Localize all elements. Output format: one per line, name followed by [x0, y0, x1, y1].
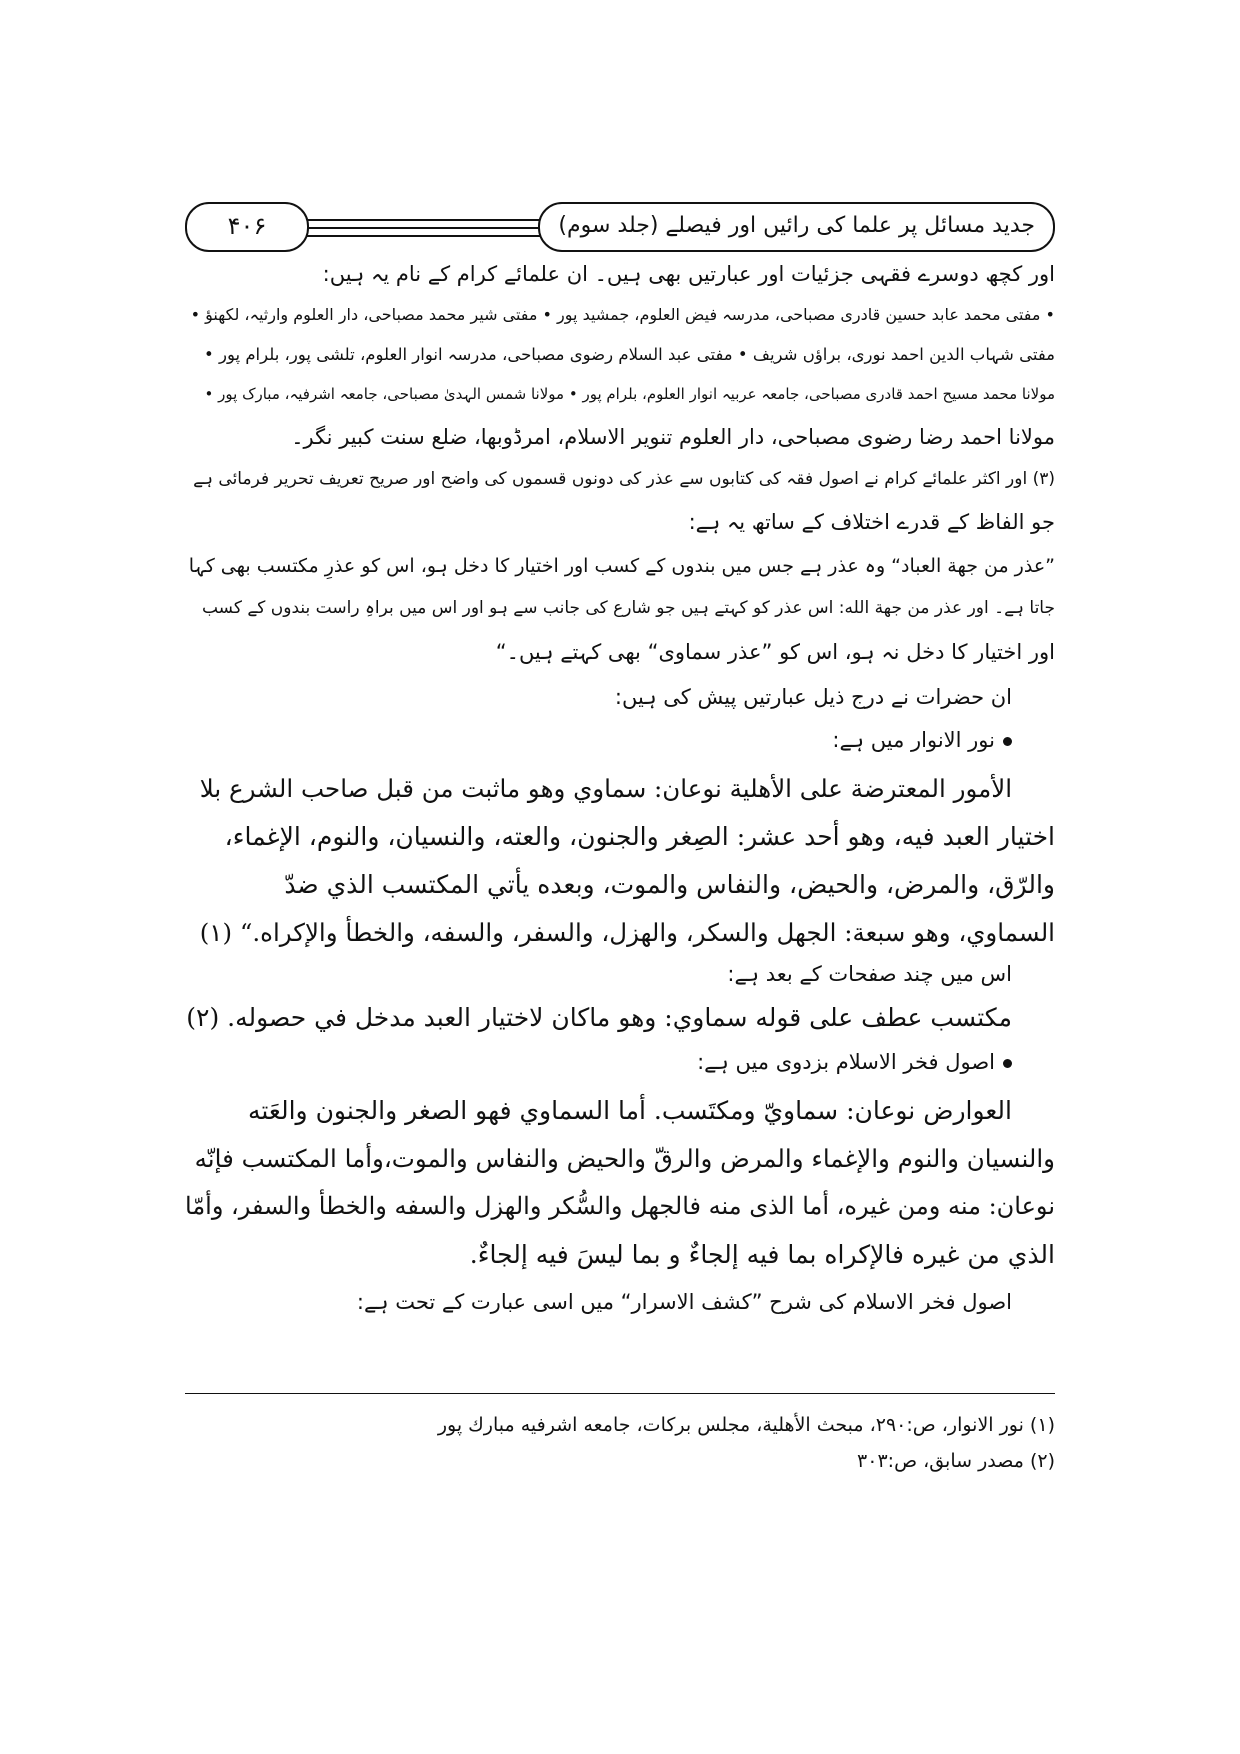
- footnote: (۱) نور الانوار، ص:۲۹۰، مبحث الأهلية، مجلس بركات، جامعه اشرفيه مبارك پور: [437, 1414, 1055, 1436]
- page-number: ۴۰۶: [185, 202, 309, 252]
- footnote: (۲) مصدر سابق، ص:۳۰۳: [857, 1450, 1055, 1472]
- paragraph-line: جو الفاظ کے قدرے اختلاف کے ساتھ یہ ہے:: [688, 510, 1055, 534]
- quote-line: اور اختیار کا دخل نہ ہو، اس کو ”عذر سماوی“ بھی کہتے ہیں۔“: [495, 640, 1055, 664]
- arabic-quote-line: الذي من غيره فالإكراه بما فيه إلجاءٌ و بما ليسَ فيه إلجاءٌ.: [469, 1240, 1055, 1269]
- scholar-list-line: مولانا احمد رضا رضوی مصباحی، دار العلوم تنویر الاسلام، امرڈوبھا، ضلع سنت کبیر نگر۔: [291, 425, 1055, 449]
- scholar-list-line: مولانا محمد مسیح احمد قادری مصباحی، جامعہ عربیہ انوار العلوم، بلرام پور • مولانا شمس الہدیٰ مصباحی، جامعہ اشرفیہ، مبارک پور •: [204, 385, 1055, 403]
- paragraph-line: (۳) اور اکثر علمائے کرام نے اصول فقہ کی کتابوں سے عذر کی دونوں قسموں کی واضح اور صریح تعریف تحریر فرمائی ہے: [193, 469, 1055, 489]
- bullet-icon: [1003, 1059, 1012, 1068]
- source-heading: اصول فخر الاسلام بزدوی میں ہے:: [697, 1050, 1012, 1074]
- arabic-quote-line: والنسيان والنوم والإغماء والمرض والرقّ والحيض والنفاس والموت،وأما المكتسب فإنّه: [194, 1144, 1055, 1173]
- quote-line: ”عذر من جهة العباد“ وہ عذر ہے جس میں بندوں کے کسب اور اختیار کا دخل ہو، اس کو عذرِ مکتسب بھی کہا: [188, 555, 1055, 577]
- arabic-quote-line: اختيار العبد فيه، وهو أحد عشر: الصِغر والجنون، والعته، والنسيان، والنوم، الإغماء،: [224, 822, 1055, 851]
- footnote-separator: [185, 1393, 1055, 1394]
- arabic-quote-line: العوارض نوعان: سماويّ ومكتَسب. أما السماوي فهو الصغر والجنون والعَته: [247, 1096, 1012, 1125]
- running-header-title: جدید مسائل پر علما کی رائیں اور فیصلے (جلد سوم): [538, 202, 1055, 252]
- paragraph-line: اور کچھ دوسرے فقہی جزئیات اور عبارتیں بھی ہیں۔ ان علمائے کرام کے نام یہ ہیں:: [322, 262, 1055, 286]
- quote-line: جاتا ہے۔ اور عذر من جهة الله: اس عذر کو کہتے ہیں جو شارع کی جانب سے ہو اور اس میں براہِ راست بندوں کے کسب: [201, 598, 1055, 618]
- arabic-quote-line: والرّق، والمرض، والحيض، والنفاس والموت، وبعده يأتي المكتسب الذي ضدّ: [284, 870, 1055, 899]
- arabic-quote-line: الأمور المعترضة على الأهلية نوعان: سماوي وهو ماثبت من قبل صاحب الشرع بلا: [199, 774, 1012, 803]
- paragraph-line: اس میں چند صفحات کے بعد ہے:: [727, 962, 1012, 986]
- paragraph-line: ان حضرات نے درج ذیل عبارتیں پیش کی ہیں:: [614, 685, 1012, 709]
- bullet-icon: [1003, 737, 1012, 746]
- arabic-quote-line: نوعان: منه ومن غيره، أما الذى منه فالجهل والسُّكر والهزل والسفه والخطأ والسفر، وأمّا: [185, 1192, 1055, 1220]
- scholar-list-line: • مفتی محمد عابد حسین قادری مصباحی، مدرسہ فیض العلوم، جمشید پور • مفتی شیر محمد مصباحی، دار العلوم وارثیہ، لکھنؤ •: [190, 305, 1055, 324]
- arabic-quote-line: مكتسب عطف على قوله سماوي: وهو ماكان لاختيار العبد مدخل في حصوله. (۲): [186, 1003, 1012, 1032]
- scholar-list-line: مفتی شہاب الدین احمد نوری، براؤں شریف • مفتی عبد السلام رضوی مصباحی، مدرسہ انوار العلوم، تلشی پور، بلرام پور •: [204, 345, 1055, 364]
- arabic-quote-line: السماوي، وهو سبعة: الجهل والسكر، والهزل، والسفر، والسفه، والخطأ والإكراه.“ (۱): [199, 918, 1055, 947]
- paragraph-line: اصول فخر الاسلام کی شرح ”کشف الاسرار“ میں اسی عبارت کے تحت ہے:: [356, 1290, 1012, 1314]
- source-heading: نور الانوار میں ہے:: [832, 728, 1012, 752]
